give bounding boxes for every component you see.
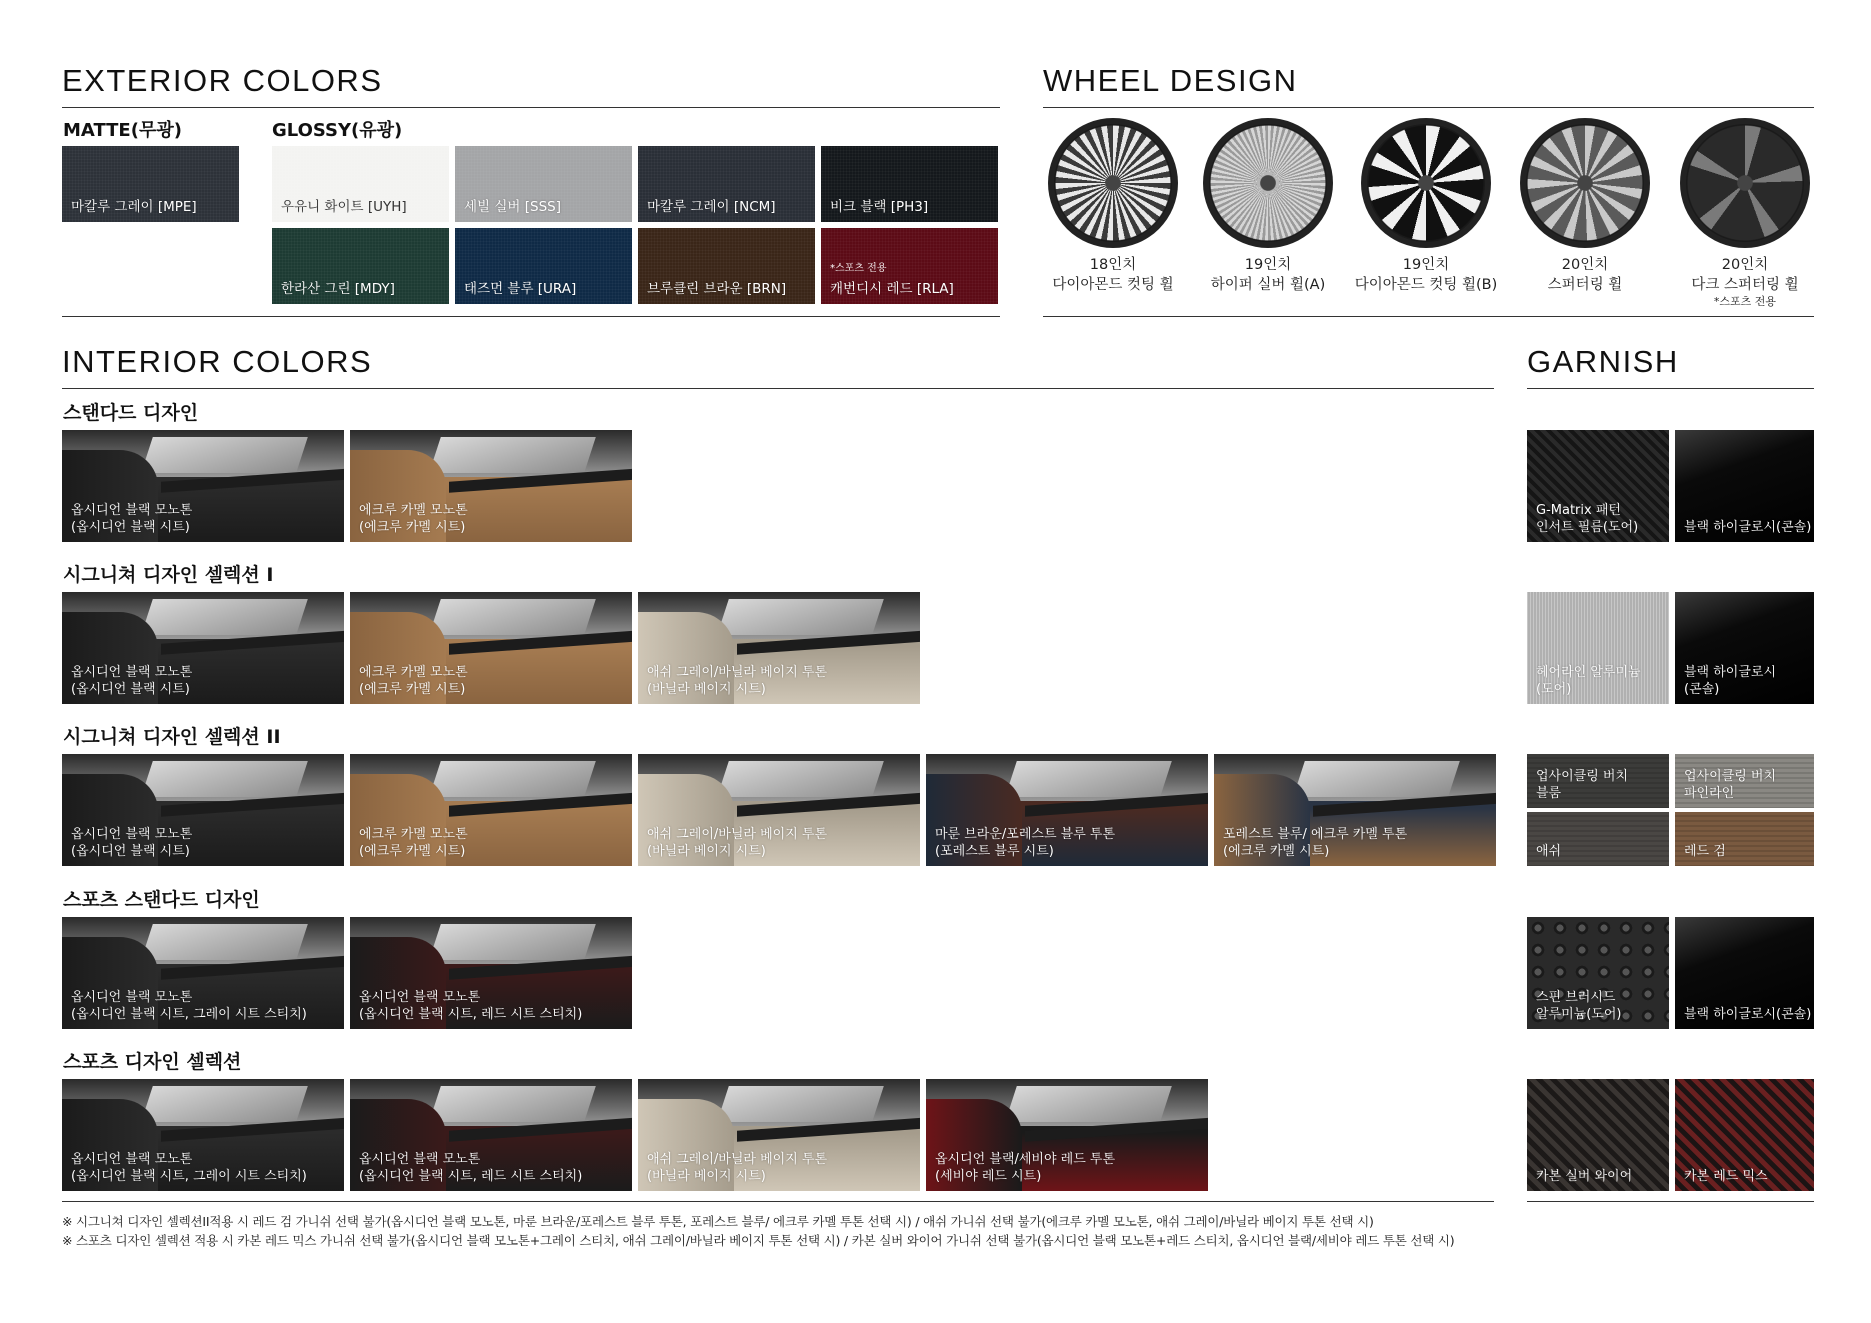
- interior-label-line2: (에크루 카멜 시트): [359, 844, 466, 859]
- swatch-label: 캐번디시 레드 [RLA]: [830, 281, 954, 297]
- interior-label: [935, 1151, 1115, 1185]
- interior-label-line1: 에크루 카멜 모노톤: [359, 827, 468, 842]
- interior-label-line2: (에크루 카멜 시트): [359, 520, 466, 535]
- interior-label: [71, 502, 192, 536]
- interior-window: [1005, 761, 1172, 797]
- interior-swatch[interactable]: [350, 592, 632, 704]
- interior-label-line1: 애쉬 그레이/바닐라 베이지 투톤: [647, 1152, 828, 1167]
- garnish-bottom-rule: [1527, 1201, 1814, 1202]
- interior-label: [71, 1151, 307, 1185]
- wheel-image[interactable]: [1203, 118, 1333, 248]
- garnish-title: GARNISH: [1527, 344, 1679, 379]
- garnish-swatch[interactable]: [1675, 430, 1814, 542]
- swatch-label: 마칼루 그레이 [MPE]: [71, 199, 197, 215]
- footnote-2: ※ 스포츠 디자인 셀렉션 적용 시 카본 레드 믹스 가니쉬 선택 불가(옵시디언 블랙 모노톤+그레이 스티치, 애쉬 그레이/바닐라 베이지 투톤 선택 시) / 카본 실버 와이어 가니쉬 선택 불가(옵시디언 블랙 모노톤+레드 스티치, 옵시디언 블랙/세비야 레드 투톤 선택 시): [62, 1233, 1455, 1248]
- interior-label-line2: (옵시디언 블랙 시트, 레드 시트 스티치): [359, 1007, 583, 1022]
- interior-label-line2: (바닐라 베이지 시트): [647, 1169, 766, 1184]
- color-swatch[interactable]: [455, 146, 632, 222]
- glossy-label: GLOSSY(유광): [272, 120, 403, 141]
- interior-label-line2: (옵시디언 블랙 시트): [71, 682, 190, 697]
- interior-label: [359, 502, 468, 536]
- interior-label: [359, 1151, 582, 1185]
- interior-swatch[interactable]: [926, 1079, 1208, 1191]
- interior-window: [717, 761, 884, 797]
- interior-swatch[interactable]: [638, 592, 920, 704]
- interior-label-line1: 옵시디언 블랙 모노톤: [71, 665, 193, 680]
- interior-window: [141, 437, 308, 473]
- interior-label-line1: 옵시디언 블랙 모노톤: [71, 1152, 193, 1167]
- wheel-name: 다이아몬드 컷팅 휠: [1052, 277, 1174, 293]
- interior-swatch[interactable]: [62, 592, 344, 704]
- interior-label-line1: 옵시디언 블랙 모노톤: [71, 990, 193, 1005]
- garnish-swatch[interactable]: [1675, 812, 1814, 866]
- interior-swatch[interactable]: [62, 430, 344, 542]
- interior-swatch[interactable]: [62, 754, 344, 866]
- interior-label-line2: (바닐라 베이지 시트): [647, 844, 766, 859]
- garnish-swatch[interactable]: [1527, 592, 1669, 704]
- interior-label-line2: (세비야 레드 시트): [935, 1169, 1042, 1184]
- garnish-swatch[interactable]: [1675, 917, 1814, 1029]
- wheel-caption: [1660, 255, 1830, 308]
- interior-swatch[interactable]: [1214, 754, 1496, 866]
- garnish-label-line2: 파인라인: [1684, 786, 1735, 801]
- color-swatch[interactable]: [272, 228, 449, 304]
- interior-swatch[interactable]: [350, 430, 632, 542]
- interior-label-line2: (옵시디언 블랙 시트): [71, 844, 190, 859]
- interior-label-line2: (옵시디언 블랙 시트, 그레이 시트 스티치): [71, 1169, 307, 1184]
- interior-label: [359, 826, 468, 860]
- wheel-image[interactable]: [1680, 118, 1810, 248]
- wheel-note: *스포츠 전용: [1713, 295, 1777, 308]
- garnish-label-line2: (도어): [1536, 682, 1572, 697]
- exterior-bottom-rule: [62, 316, 1000, 317]
- interior-row-title: 스탠다드 디자인: [63, 402, 199, 424]
- interior-label-line2: (옵시디언 블랙 시트, 레드 시트 스티치): [359, 1169, 583, 1184]
- interior-row-title: 스포츠 스탠다드 디자인: [63, 889, 260, 911]
- interior-window: [141, 1086, 308, 1122]
- garnish-label-line1: 업사이클링 버치: [1684, 769, 1777, 784]
- interior-window: [141, 924, 308, 960]
- wheel-name: 하이퍼 실버 휠(A): [1210, 277, 1326, 293]
- color-swatch[interactable]: [272, 146, 449, 222]
- exterior-colors-title: EXTERIOR COLORS: [62, 63, 383, 98]
- interior-label: [359, 989, 582, 1023]
- swatch-tag: *스포츠 전용: [830, 263, 887, 274]
- garnish-label: [1536, 502, 1638, 536]
- interior-label-line2: (포레스트 블루 시트): [935, 844, 1054, 859]
- interior-swatch[interactable]: [350, 917, 632, 1029]
- wheel-caption: [1500, 255, 1670, 295]
- garnish-label: [1536, 1168, 1632, 1185]
- interior-row-title: 스포츠 디자인 셀렉션: [63, 1051, 242, 1073]
- matte-label: MATTE(무광): [63, 120, 182, 141]
- interior-window: [717, 1086, 884, 1122]
- interior-label: [1223, 826, 1407, 860]
- interior-bottom-rule: [62, 1201, 1494, 1202]
- interior-label-line1: 포레스트 블루/ 에크루 카멜 투톤: [1223, 827, 1408, 842]
- garnish-label: [1536, 664, 1641, 698]
- color-swatch[interactable]: [455, 228, 632, 304]
- garnish-label-line1: 카본 레드 믹스: [1684, 1169, 1768, 1184]
- exterior-title-rule: [62, 107, 1000, 108]
- interior-window: [429, 437, 596, 473]
- garnish-label: [1684, 1168, 1768, 1185]
- interior-label: [647, 664, 827, 698]
- interior-swatch[interactable]: [62, 917, 344, 1029]
- garnish-label-line1: 블랙 하이글로시(콘솔): [1684, 1007, 1812, 1022]
- interior-window: [429, 1086, 596, 1122]
- garnish-swatch[interactable]: [1675, 1079, 1814, 1191]
- color-swatch[interactable]: [821, 146, 998, 222]
- wheel-image[interactable]: [1361, 118, 1491, 248]
- garnish-label-line2: (콘솔): [1684, 682, 1720, 697]
- interior-swatch[interactable]: [350, 754, 632, 866]
- wheel-bottom-rule: [1043, 316, 1814, 317]
- interior-window: [429, 599, 596, 635]
- interior-colors-title: INTERIOR COLORS: [62, 344, 373, 379]
- garnish-label-line1: 블랙 하이글로시(콘솔): [1684, 520, 1812, 535]
- wheel-title-rule: [1043, 107, 1814, 108]
- swatch-label: 세빌 실버 [SSS]: [464, 199, 561, 215]
- interior-swatch[interactable]: [638, 1079, 920, 1191]
- interior-swatch[interactable]: [62, 1079, 344, 1191]
- interior-row-title: 시그니쳐 디자인 셀렉션 I: [63, 564, 274, 586]
- interior-swatch[interactable]: [350, 1079, 632, 1191]
- garnish-label-line1: G-Matrix 패턴: [1536, 503, 1621, 518]
- color-swatch[interactable]: [638, 146, 815, 222]
- garnish-label: [1536, 989, 1622, 1023]
- interior-label-line1: 옵시디언 블랙 모노톤: [71, 503, 193, 518]
- wheel-size: 19인치: [1402, 257, 1450, 273]
- interior-label: [935, 826, 1115, 860]
- garnish-label-line1: 레드 검: [1684, 844, 1726, 859]
- interior-label-line2: (에크루 카멜 시트): [1223, 844, 1330, 859]
- wheel-design-title: WHEEL DESIGN: [1043, 63, 1298, 98]
- interior-label-line2: (옵시디언 블랙 시트, 그레이 시트 스티치): [71, 1007, 307, 1022]
- interior-label-line1: 옵시디언 블랙 모노톤: [359, 1152, 481, 1167]
- garnish-label-line1: 헤어라인 알루미늄: [1536, 665, 1641, 680]
- interior-label: [71, 826, 192, 860]
- garnish-label-line2: 인서트 필름(도어): [1536, 520, 1639, 535]
- interior-label-line1: 마룬 브라운/포레스트 블루 투톤: [935, 827, 1116, 842]
- garnish-label-line1: 애쉬: [1536, 844, 1562, 859]
- wheel-caption: [1028, 255, 1198, 295]
- swatch-label: 태즈먼 블루 [URA]: [464, 281, 577, 297]
- color-swatch[interactable]: [638, 228, 815, 304]
- interior-swatch[interactable]: [926, 754, 1208, 866]
- swatch-label: 비크 블랙 [PH3]: [830, 199, 929, 215]
- color-swatch[interactable]: [62, 146, 239, 222]
- wheel-caption: [1183, 255, 1353, 295]
- color-swatch[interactable]: [821, 228, 998, 304]
- interior-label-line2: (에크루 카멜 시트): [359, 682, 466, 697]
- garnish-swatch[interactable]: [1675, 592, 1814, 704]
- wheel-image[interactable]: [1520, 118, 1650, 248]
- wheel-size: 18인치: [1089, 257, 1137, 273]
- garnish-label: [1684, 664, 1776, 698]
- swatch-label: 우유니 화이트 [UYH]: [281, 199, 407, 215]
- garnish-label: [1684, 1006, 1811, 1023]
- garnish-swatch[interactable]: [1527, 430, 1669, 542]
- garnish-swatch[interactable]: [1675, 754, 1814, 808]
- wheel-name: 다이아몬드 컷팅 휠(B): [1354, 277, 1498, 293]
- interior-window: [429, 924, 596, 960]
- wheel-name: 스퍼터링 휠: [1547, 277, 1623, 293]
- garnish-swatch[interactable]: [1527, 917, 1669, 1029]
- swatch-label: 마칼루 그레이 [NCM]: [647, 199, 776, 215]
- interior-label-line2: (옵시디언 블랙 시트): [71, 520, 190, 535]
- interior-window: [1293, 761, 1460, 797]
- garnish-label-line2: 알루미늄(도어): [1536, 1007, 1622, 1022]
- garnish-label: [1536, 768, 1628, 802]
- garnish-label: [1684, 768, 1776, 802]
- interior-label: [647, 826, 827, 860]
- wheel-size: 20인치: [1721, 257, 1769, 273]
- interior-label-line1: 애쉬 그레이/바닐라 베이지 투톤: [647, 665, 828, 680]
- interior-label: [71, 664, 192, 698]
- interior-label: [71, 989, 307, 1023]
- garnish-swatch[interactable]: [1527, 754, 1669, 808]
- interior-label: [359, 664, 468, 698]
- interior-window: [141, 761, 308, 797]
- garnish-title-rule: [1527, 388, 1814, 389]
- interior-row-title: 시그니쳐 디자인 셀렉션 II: [63, 726, 281, 748]
- interior-window: [717, 599, 884, 635]
- interior-label: [647, 1151, 827, 1185]
- wheel-size: 20인치: [1561, 257, 1609, 273]
- interior-window: [141, 599, 308, 635]
- garnish-label: [1536, 843, 1561, 860]
- wheel-caption: [1341, 255, 1511, 295]
- interior-label-line2: (바닐라 베이지 시트): [647, 682, 766, 697]
- interior-label-line1: 에크루 카멜 모노톤: [359, 665, 468, 680]
- interior-label-line1: 옵시디언 블랙 모노톤: [71, 827, 193, 842]
- wheel-image[interactable]: [1048, 118, 1178, 248]
- interior-label-line1: 옵시디언 블랙 모노톤: [359, 990, 481, 1005]
- garnish-label: [1684, 519, 1811, 536]
- interior-label-line1: 에크루 카멜 모노톤: [359, 503, 468, 518]
- interior-title-rule: [62, 388, 1494, 389]
- footnote-1: ※ 시그니쳐 디자인 셀렉션II적용 시 레드 검 가니쉬 선택 불가(옵시디언 블랙 모노톤, 마룬 브라운/포레스트 블루 투톤, 포레스트 블루/ 에크루 카멜 투톤 선택 시) / 애쉬 가니쉬 선택 불가(에크루 카멜 모노톤, 애쉬 그레이/바닐라 베이지 투톤 선택 시): [62, 1214, 1374, 1229]
- garnish-label: [1684, 843, 1726, 860]
- interior-window: [429, 761, 596, 797]
- wheel-name: 다크 스퍼터링 휠: [1691, 277, 1799, 293]
- garnish-swatch[interactable]: [1527, 1079, 1669, 1191]
- swatch-label: 브루클린 브라운 [BRN]: [647, 281, 787, 297]
- garnish-swatch[interactable]: [1527, 812, 1669, 866]
- garnish-label-line1: 카본 실버 와이어: [1536, 1169, 1633, 1184]
- wheel-size: 19인치: [1244, 257, 1292, 273]
- interior-window: [1005, 1086, 1172, 1122]
- interior-label-line1: 애쉬 그레이/바닐라 베이지 투톤: [647, 827, 828, 842]
- interior-label-line1: 옵시디언 블랙/세비야 레드 투톤: [935, 1152, 1116, 1167]
- interior-swatch[interactable]: [638, 754, 920, 866]
- swatch-label: 한라산 그린 [MDY]: [281, 281, 395, 297]
- garnish-label-line1: 블랙 하이글로시: [1684, 665, 1777, 680]
- garnish-label-line1: 스핀 브러시드: [1536, 990, 1616, 1005]
- garnish-label-line1: 업사이클링 버치: [1536, 769, 1629, 784]
- garnish-label-line2: 블룸: [1536, 786, 1562, 801]
